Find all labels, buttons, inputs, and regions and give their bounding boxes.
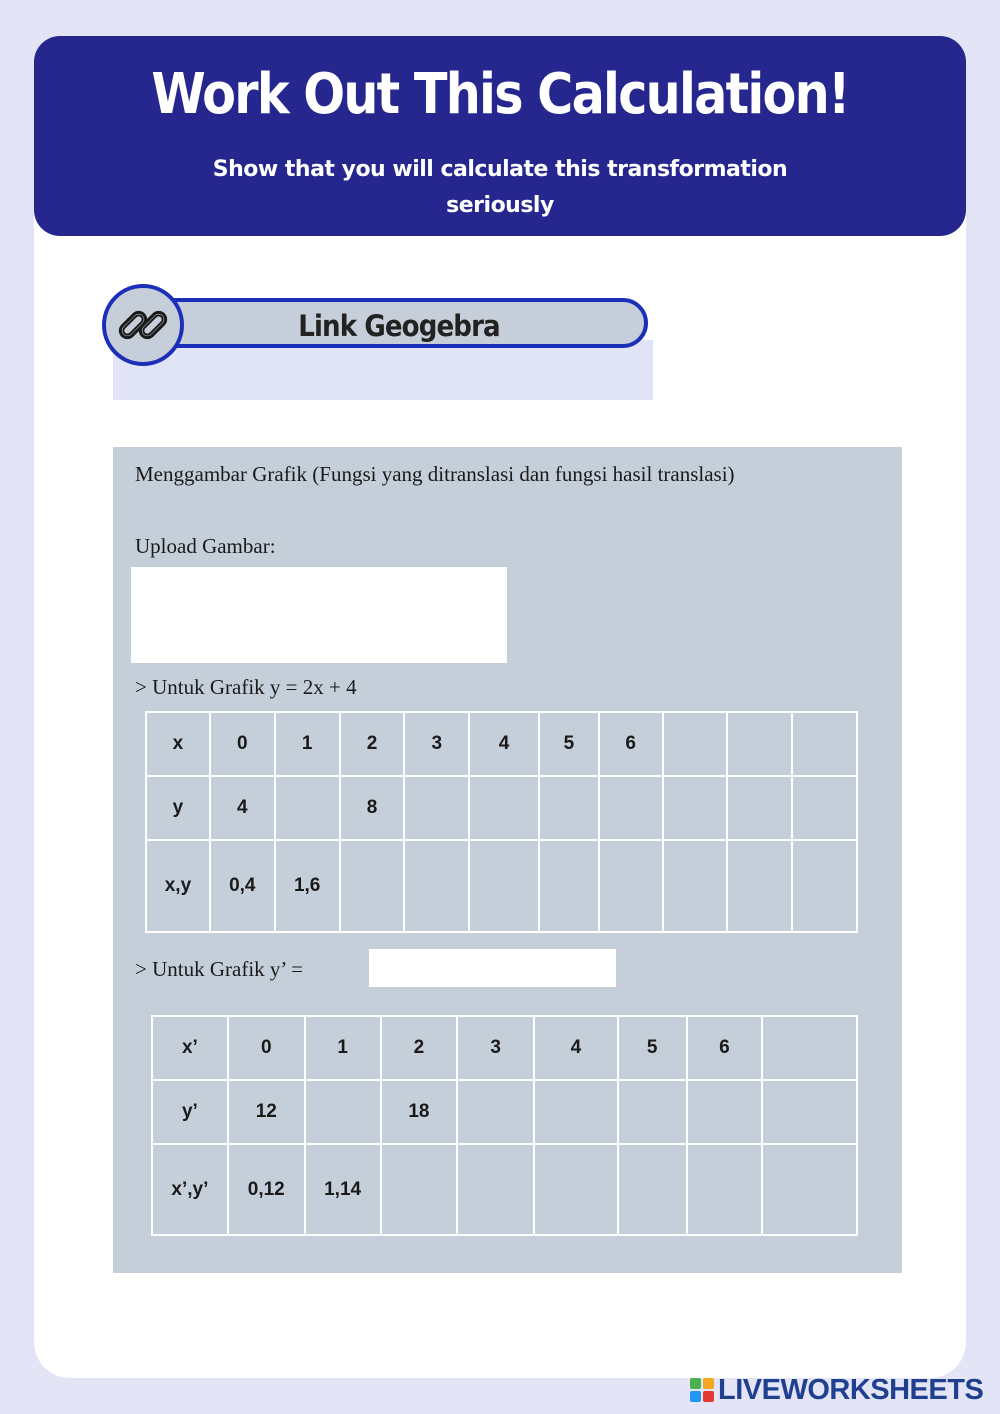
table-cell: 5 — [618, 1016, 687, 1080]
table-cell[interactable] — [534, 1144, 618, 1235]
table-cell: 6 — [599, 712, 663, 776]
table-graph1 — [145, 711, 858, 933]
table-row — [152, 1144, 857, 1235]
table-cell[interactable] — [687, 1080, 763, 1144]
liveworksheets-watermark — [690, 1374, 983, 1406]
upload-label: Upload Gambar: — [135, 534, 276, 558]
table-cell[interactable] — [727, 712, 792, 776]
table-cell[interactable] — [599, 840, 663, 932]
table-row — [146, 840, 857, 932]
table-cell: 3 — [404, 712, 469, 776]
table-cell[interactable] — [792, 840, 857, 932]
row-header-cell: y — [146, 776, 210, 840]
table-row — [146, 712, 857, 776]
table-cell[interactable] — [727, 840, 792, 932]
table-cell[interactable] — [469, 776, 539, 840]
table-cell[interactable] — [762, 1080, 857, 1144]
table-row — [152, 1016, 857, 1080]
equation-answer-input[interactable] — [369, 949, 616, 987]
table-cell[interactable] — [404, 840, 469, 932]
table-cell: 1,14 — [305, 1144, 381, 1235]
table-cell: 1 — [305, 1016, 381, 1080]
chain-link-icon — [112, 294, 174, 356]
table-cell[interactable] — [457, 1080, 534, 1144]
row-header-cell: y’ — [152, 1080, 228, 1144]
task-description: Menggambar Grafik (Fungsi yang ditranslasi dan fungsi hasil translasi) — [135, 462, 735, 486]
table-cell: 0 — [210, 712, 275, 776]
table-cell[interactable] — [404, 776, 469, 840]
table-cell[interactable] — [275, 776, 340, 840]
table-cell: 1 — [275, 712, 340, 776]
table-cell[interactable] — [539, 776, 599, 840]
table-row — [152, 1080, 857, 1144]
table-cell: 0 — [228, 1016, 305, 1080]
table-cell[interactable] — [727, 776, 792, 840]
table-cell[interactable] — [457, 1144, 534, 1235]
table-row — [146, 776, 857, 840]
page-subtitle: Show that you will calculate this transformation seriously — [212, 157, 788, 218]
table-cell: 0,4 — [210, 840, 275, 932]
table-cell: 4 — [210, 776, 275, 840]
table-cell: 4 — [534, 1016, 618, 1080]
table-cell[interactable] — [687, 1144, 763, 1235]
row-header-cell: x’ — [152, 1016, 228, 1080]
table-cell[interactable] — [599, 776, 663, 840]
table-cell: 18 — [381, 1080, 458, 1144]
table-cell[interactable] — [534, 1080, 618, 1144]
row-header-cell: x — [146, 712, 210, 776]
page-title: Work Out This Calculation! — [151, 62, 849, 127]
table-cell: 3 — [457, 1016, 534, 1080]
table-cell: 5 — [539, 712, 599, 776]
graph1-label: > Untuk Grafik y = 2x + 4 — [135, 675, 357, 699]
table-cell[interactable] — [469, 840, 539, 932]
table-cell: 2 — [381, 1016, 458, 1080]
table-cell[interactable] — [618, 1080, 687, 1144]
table-cell[interactable] — [663, 712, 728, 776]
table-cell[interactable] — [539, 840, 599, 932]
table-cell: 8 — [340, 776, 405, 840]
table-cell[interactable] — [663, 840, 728, 932]
table-cell[interactable] — [305, 1080, 381, 1144]
table-cell: 12 — [228, 1080, 305, 1144]
table-cell[interactable] — [762, 1144, 857, 1235]
upload-image-box[interactable] — [131, 567, 507, 663]
table-cell[interactable] — [792, 712, 857, 776]
link-icon-badge — [102, 284, 184, 366]
table-cell: 1,6 — [275, 840, 340, 932]
row-header-cell: x,y — [146, 840, 210, 932]
header-banner — [34, 36, 966, 236]
table-cell[interactable] — [618, 1144, 687, 1235]
table-cell: 4 — [469, 712, 539, 776]
table-cell[interactable] — [663, 776, 728, 840]
table-cell[interactable] — [762, 1016, 857, 1080]
table-cell[interactable] — [381, 1144, 458, 1235]
table-cell[interactable] — [340, 840, 405, 932]
liveworksheets-logo-icon — [690, 1378, 714, 1402]
geogebra-link-label[interactable]: Link Geogebra — [298, 309, 500, 343]
table-cell: 0,12 — [228, 1144, 305, 1235]
graph2-label: > Untuk Grafik y’ = — [135, 957, 303, 981]
table-cell: 2 — [340, 712, 405, 776]
row-header-cell: x’,y’ — [152, 1144, 228, 1235]
table-cell[interactable] — [792, 776, 857, 840]
table-cell: 6 — [687, 1016, 763, 1080]
table-graph2 — [151, 1015, 858, 1236]
watermark-text: LIVEWORKSHEETS — [718, 1373, 984, 1406]
